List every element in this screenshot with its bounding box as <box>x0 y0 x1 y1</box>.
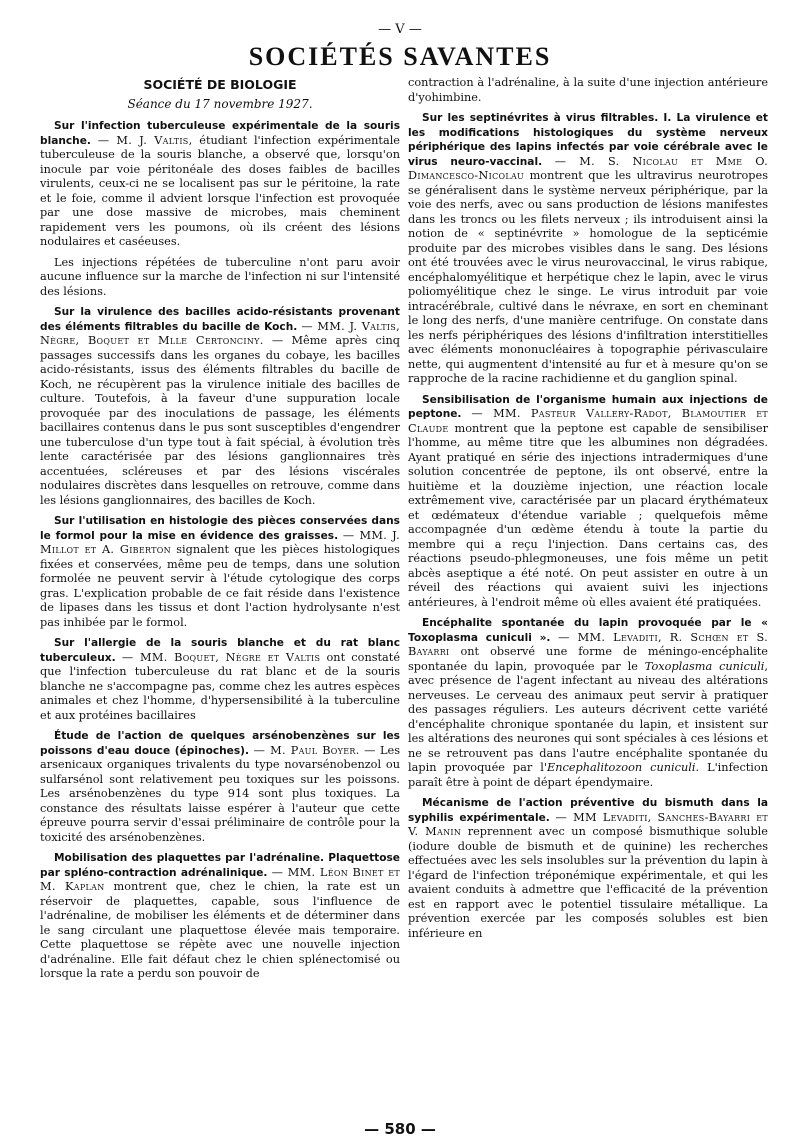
page-number: — 580 — <box>364 1120 436 1138</box>
roman-folio: — V — <box>378 22 422 37</box>
article-authors: — MM. J. Valtis, Nègre, Boquet et Mlle Certonciny. <box>40 319 400 347</box>
article-authors: — MM. J. Millot et A. Giberton <box>40 528 400 556</box>
article-body: montrent que les ultravirus neurotropes se généralisent dans le système nerveux périphérique, par la voie des nerfs, avec ou sans production de lésions manifestes dans les troncs ou les filets nerveux ; ils introduisent ainsi la notion de « septinévrite » homologue de la septicémie produite par des microbes visibles dans le sang. Des lésions ont été trouvées avec le virus neurovaccinal, le virus rabique, encéphalomyélitique et herpétique chez le lapin, avec le virus poliomyélitique chez le singe. Le virus introduit par voie intracérébrale, cultivé dans le névraxe, en sort en cheminant le long des nerfs, d'une manière centrifuge. On constate dans les nerfs périphériques des lésions d'infiltration interstitielles avec éléments mononucléaires à topographie périvasculaire nette, qui augmentent d'intensité au fur et à mesure qu'on se rapproche de la racine rachidienne et du ganglion spinal. <box>408 169 768 385</box>
article-acido-resistants <box>40 305 400 508</box>
article-bismuth <box>408 796 768 941</box>
continued-paragraph: contraction à l'adrénaline, à la suite d'une injection antérieure d'yohimbine. <box>408 76 768 104</box>
species-name: Toxoplasma cuniculi <box>644 659 765 673</box>
article-body: . L'infection paraît être à point de départ épendymaire. <box>408 761 768 789</box>
article-authors: — MM. Pasteur Vallery-Radot, Blamoutier et Claude <box>408 407 768 435</box>
article-authors: — M. S. Nicolau et Mme O. Dimancesco-Nicolau <box>408 154 768 182</box>
article-body: ont observé une forme de méningo-encéphalite spontanée du lapin, provoquée par le <box>408 645 768 673</box>
article-authors: — MM. Léon Binet et M. Kaplan <box>40 865 400 893</box>
society-heading: SOCIÉTÉ DE BIOLOGIE <box>143 77 297 92</box>
article-heading: Mobilisation des plaquettes par l'adrénaline. Plaquettose par spléno-contraction adrénalinique. <box>40 852 400 879</box>
article-septinevrites <box>408 111 768 387</box>
article-body: signalent que les pièces histologiques fixées et conservées, même peu de temps, dans une solution formolée ne peuvent servir à l'étude cytologique des corps gras. L'explication probable de ce fait réside dans l'existence de lipases dans les tissus et dont l'action hydrolysante n'est pas inhibée par le formol. <box>40 543 400 629</box>
article-heading: Sur la virulence des bacilles acido-résistants provenant des éléments filtrables du bacille de Koch. <box>40 306 400 333</box>
article-heading: Sur l'allergie de la souris blanche et du rat blanc tuberculeux. <box>40 637 400 664</box>
article-toxoplasma <box>408 616 768 790</box>
article-heading: Étude de l'action de quelques arsénobenzènes sur les poissons d'eau douce (épinoches). <box>40 730 400 757</box>
article-heading: Sensibilisation de l'organisme humain aux injections de peptone. <box>408 393 768 420</box>
species-name: Encephalitozoon cuniculi <box>547 761 696 774</box>
article-arsenobenzenes <box>40 729 400 845</box>
article-body: , avec présence de l'agent infectant au niveau des altérations nerveuses. Le cerveau des animaux peut servir à pratiquer des passages réguliers. Les auteurs décrivent cette variété d'encéphalite chronique spontanée du lapin, et insistent sur les altérations des neurones qui sont spéciales à ces lésions et ne se retrouvent pas dans l'autre encéphalite spontanée du lapin provoquée par l' <box>408 659 768 774</box>
article-plaquettes <box>40 851 400 982</box>
article-authors: — MM. Levaditi, R. Schœn et S. Bayarri <box>408 630 768 658</box>
article-body: — Les arsenicaux organiques trivalents du type novarsénobenzol ou sulfarsénol sont relativement peu toxiques sur les poissons. Les arsénobenzènes du type 914 sont plus toxiques. La constance des résultats laisse espérer à l'auteur que cette épreuve pourra servir d'essai préliminaire de contrôle pour la toxicité des arsénobenzènes. <box>40 743 401 844</box>
article-histologie-formol <box>40 514 400 630</box>
left-column <box>40 76 400 988</box>
article-valtis-souris <box>40 119 400 250</box>
article-paragraph: Les injections répétées de tuberculine n'ont paru avoir aucune influence sur la marche de l'infection ni sur l'intensité des lésions. <box>40 255 400 298</box>
article-body: montrent que la peptone est capable de sensibiliser l'homme, au même titre que les albumines non dégradées. Ayant pratiqué en série des injections intradermiques d'une solution concentrée de peptone, ils ont observé, entre la huitième et la douzième injection, une réaction locale extrêmement vive, caractérisée par un placard érythémateux et œdémateux d'étendue variable ; quelquefois même accompagnée d'un œdème étendu à toute la partie du membre qui a reçu l'injection. Dans certains cas, des réactions pseudo-phlegmoneuses, une fois même un petit abcès aseptique a été noté. On peut assister en outre à un réveil des réactions qui avaient suivi les injections antérieures, à l'endroit même où elles avaient été pratiquées. <box>408 421 768 609</box>
article-body: étudiant l'infection expérimentale tuberculeuse de la souris blanche, a observé que, lorsqu'on inocule par voie péritonéale des doses faibles de bacilles virulents, ceux-ci ne se localisent pas sur le péritoine, la rate et le foie, comme il advient lorsque l'infection est provoquée par une dose massive de microbes, mais cheminent rapidement vers les poumons, où ils créent des lésions nodulaires et caséeuses. <box>40 133 400 248</box>
article-heading: Mécanisme de l'action préventive du bismuth dans la syphilis expérimentale. <box>408 797 768 824</box>
article-body: — Même après cinq passages successifs dans les organes du cobaye, les bacilles acido-résistants, issus des éléments filtrables du bacille de Koch, ne récupèrent pas la virulence initiale des bacilles de culture. Toutefois, à la faveur d'une suppuration locale provoquée par des inoculations de passage, les éléments bacillaires contenus dans le pus sont susceptibles d'engendrer une tuberculose d'un type tout à fait spécial, à évolution très lente caractérisée par des lésions ganglionnaires très accentuées, scléreuses et par des lésions viscérales nodulaires discrètes dans lesquelles on retrouve, comme dans les lésions ganglionnaires, des bacilles de Koch. <box>40 334 400 507</box>
section-title: SOCIÉTÉS SAVANTES <box>248 42 552 71</box>
article-heading: Sur l'utilisation en histologie des pièces conservées dans le formol pour la mise en évidence des graisses. <box>40 515 400 542</box>
article-heading: Sur l'infection tuberculeuse expérimentale de la souris blanche. <box>40 120 400 147</box>
article-heading: Encéphalite spontanée du lapin provoquée par le « Toxoplasma cuniculi ». <box>408 617 768 644</box>
article-body: reprennent avec un composé bismuthique soluble (iodure double de bismuth et de quinine) les recherches effectuées avec les sels insolubles sur la prévention du lapin à l'égard de l'infection tréponémique expérimentale, et qui les avaient conduits à admettre que l'efficacité de la prévention est en rapport avec le potentiel tissulaire métallique. La prévention exercée par les composés solubles est bien inférieure en <box>408 825 768 940</box>
article-body: montrent que, chez le chien, la rate est un réservoir de plaquettes, capable, sous l'influence de l'adrénaline, de mobiliser les éléments et de déterminer dans le sang circulant une plaquettose élevée mais temporaire. Cette plaquettose se répète avec une nouvelle injection d'adrénaline. Elle fait défaut chez le chien splénectomisé ou lorsque la rate a perdu son pouvoir de <box>40 880 401 980</box>
article-authors: — M. J. Valtis, <box>97 133 193 147</box>
article-body: ont constaté que l'infection tuberculeuse du rat blanc et de la souris blanche ne s'accompagne pas, comme chez les autres espèces animales et chez l'homme, d'hypersensibilité à la tuberculine et aux protéines bacillaires <box>40 650 401 722</box>
article-peptone <box>408 393 768 611</box>
article-allergie-souris <box>40 636 400 723</box>
right-column <box>408 76 768 947</box>
article-authors: — MM. Boquet, Nègre et Valtis <box>121 650 321 664</box>
article-authors: — MM Levaditi, Sanches-Bayarri et V. Manin <box>408 810 768 838</box>
article-heading: Sur les septinévrites à virus filtrables. I. La virulence et les modifications histologiques du système nerveux périphérique des lapins infectés par voie cérébrale avec le virus neuro-vaccinal. <box>408 112 768 168</box>
seance-date: Séance du 17 novembre 1927. <box>127 96 313 111</box>
article-authors: — M. Paul Boyer. <box>253 743 360 757</box>
